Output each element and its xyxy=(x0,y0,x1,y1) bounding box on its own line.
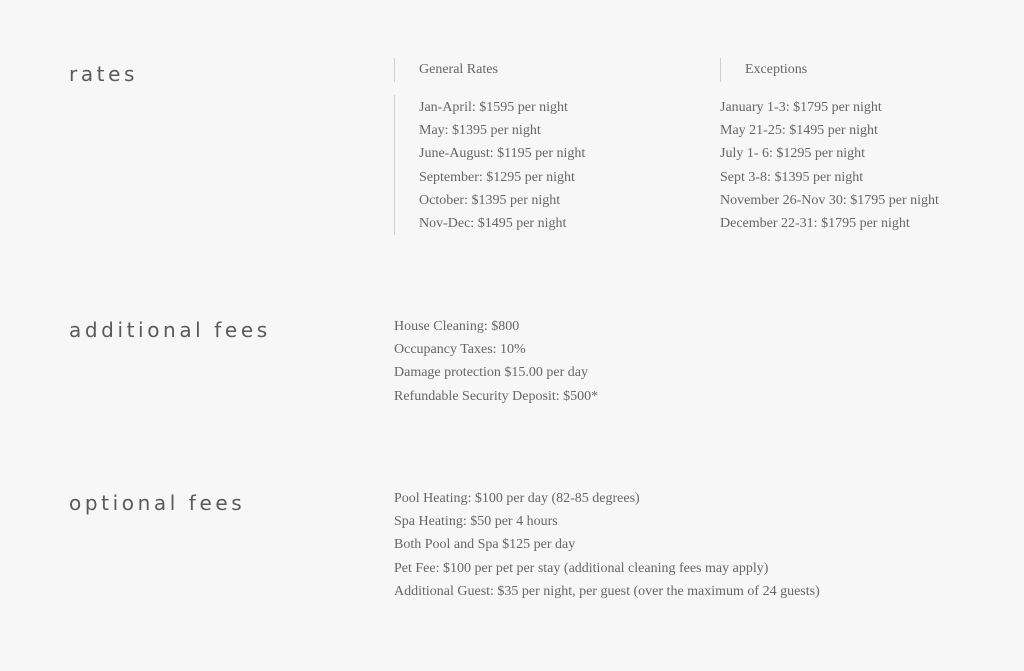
exception-rate-item: May 21-25: $1495 per night xyxy=(720,123,878,139)
additional-fee-item: Damage protection $15.00 per day xyxy=(394,365,588,381)
exceptions-list xyxy=(720,96,939,235)
additional-fee-item: House Cleaning: $800 xyxy=(394,319,520,334)
general-rate-item: Jan-April: $1595 per night xyxy=(419,100,568,115)
general-rate-item: May: $1395 per night xyxy=(419,123,541,139)
additional-fees-list xyxy=(394,315,598,408)
optional-fee-item: Spa Heating: $50 per 4 hours xyxy=(394,514,558,530)
optional-fees-list xyxy=(394,487,820,603)
additional-fees-heading: additional fees xyxy=(69,318,271,342)
general-rate-item: Nov-Dec: $1495 per night xyxy=(419,215,567,231)
general-rate-item: June-August: $1195 per night xyxy=(419,146,586,162)
optional-fee-item: Both Pool and Spa $125 per day xyxy=(394,537,576,553)
exception-rate-item: Sept 3-8: $1395 per night xyxy=(720,169,864,185)
additional-fee-item: Refundable Security Deposit: $500* xyxy=(394,388,599,404)
optional-fees-heading: optional fees xyxy=(69,491,246,515)
optional-fee-item: Additional Guest: $35 per night, per guest (over the maximum of 24 guests) xyxy=(394,583,820,599)
rates-heading: rates xyxy=(69,62,139,86)
general-rates-header: General Rates xyxy=(394,58,498,82)
exception-rate-item: December 22-31: $1795 per night xyxy=(720,215,910,231)
exception-rate-item: November 26-Nov 30: $1795 per night xyxy=(720,192,939,208)
optional-fee-item: Pool Heating: $100 per day (82-85 degrees) xyxy=(394,491,640,506)
optional-fee-item: Pet Fee: $100 per pet per stay (additional cleaning fees may apply) xyxy=(394,560,769,576)
general-rate-item: September: $1295 per night xyxy=(419,169,575,185)
additional-fee-item: Occupancy Taxes: 10% xyxy=(394,342,526,358)
exception-rate-item: July 1- 6: $1295 per night xyxy=(720,146,866,162)
exception-rate-item: January 1-3: $1795 per night xyxy=(720,100,882,115)
general-rates-list xyxy=(394,95,585,235)
general-rate-item: October: $1395 per night xyxy=(419,192,561,208)
exceptions-header: Exceptions xyxy=(720,58,807,82)
